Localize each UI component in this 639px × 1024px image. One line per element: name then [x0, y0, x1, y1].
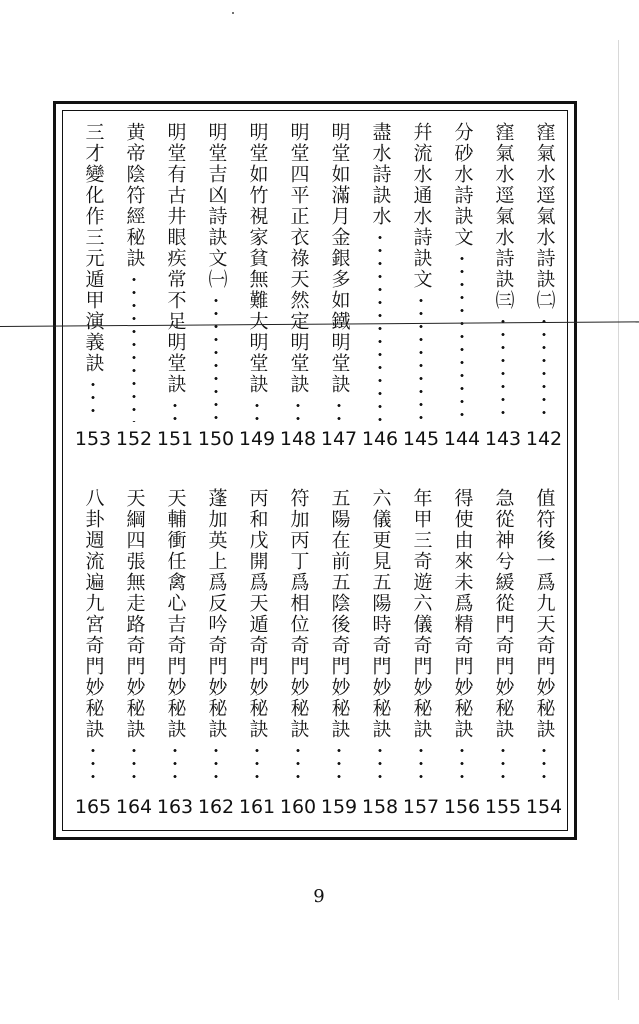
- toc-entry: [281, 488, 315, 784]
- toc-page-number: 155: [484, 796, 522, 818]
- toc-entry: [363, 122, 397, 422]
- toc-entry: [76, 122, 110, 422]
- toc-page-number: 156: [443, 796, 481, 818]
- toc-page-number: 150: [197, 428, 235, 450]
- toc-entry: [158, 122, 192, 422]
- toc-entry: [486, 488, 520, 784]
- toc-entry-title: 蓬加英上爲反吟奇門妙秘訣: [205, 488, 228, 740]
- toc-page-number: 148: [279, 428, 317, 450]
- toc-entry: [404, 122, 438, 422]
- toc-entry-title: 幷流水通水詩訣文: [410, 122, 433, 290]
- toc-entry-title: 六儀更見五陽時奇門妙秘訣: [369, 488, 392, 740]
- toc-entry-title: 明堂如竹視家貧無難大明堂訣: [246, 122, 269, 395]
- leader-dots: [378, 744, 382, 784]
- leader-dots: [460, 744, 464, 784]
- toc-entry: [404, 488, 438, 784]
- leader-dots: [337, 744, 341, 784]
- toc-entry: [199, 122, 233, 422]
- toc-entry: [527, 488, 561, 784]
- leader-dots: [132, 744, 136, 784]
- toc-entry-title: 天綱四張無走路奇門妙秘訣: [123, 488, 146, 740]
- leader-dots: [460, 252, 464, 422]
- toc-entry: [158, 488, 192, 784]
- toc-page-number: 158: [361, 796, 399, 818]
- toc-entry: [117, 488, 151, 784]
- toc-page-number: 145: [402, 428, 440, 450]
- leader-dots: [296, 744, 300, 784]
- leader-dots: [337, 399, 341, 422]
- leader-dots: [378, 231, 382, 422]
- leader-dots: [255, 399, 259, 422]
- toc-page-number: 153: [74, 428, 112, 450]
- toc-page-number: 164: [115, 796, 153, 818]
- leader-dots: [419, 744, 423, 784]
- toc-page-number: 151: [156, 428, 194, 450]
- toc-entry-title: 年甲三奇遊六儀奇門妙秘訣: [410, 488, 433, 740]
- toc-entry-title: 天輔衝任禽心吉奇門妙秘訣: [164, 488, 187, 740]
- toc-entry: [240, 488, 274, 784]
- leader-dots: [132, 273, 136, 422]
- toc-entry: [199, 488, 233, 784]
- leader-dots: [91, 378, 95, 422]
- leader-dots: [255, 744, 259, 784]
- toc-entry: [76, 488, 110, 784]
- toc-page-number: 163: [156, 796, 194, 818]
- toc-page-number: 143: [484, 428, 522, 450]
- toc-page-number: 162: [197, 796, 235, 818]
- toc-entry: [445, 122, 479, 422]
- toc-page-number: 160: [279, 796, 317, 818]
- leader-dots: [501, 744, 505, 784]
- toc-page-number: 157: [402, 796, 440, 818]
- toc-entry: [281, 122, 315, 422]
- toc-page-number: 154: [525, 796, 563, 818]
- toc-page-number: 142: [525, 428, 563, 450]
- leader-dots: [296, 399, 300, 422]
- toc-entry: [117, 122, 151, 422]
- leader-dots: [542, 315, 546, 422]
- toc-page-number: 165: [74, 796, 112, 818]
- toc-entry: [240, 122, 274, 422]
- toc-page-number: 149: [238, 428, 276, 450]
- toc-entry-title: 丙和戊開爲天遁奇門妙秘訣: [246, 488, 269, 740]
- leader-dots: [91, 744, 95, 784]
- toc-page-number: 146: [361, 428, 399, 450]
- scan-edge-line: [618, 40, 619, 1000]
- leader-dots: [214, 744, 218, 784]
- toc-entry: [363, 488, 397, 784]
- page-number: 9: [313, 886, 325, 907]
- scan-speck: [232, 12, 234, 14]
- toc-entry-title: 黄帝陰符經秘訣: [123, 122, 146, 269]
- toc-entry-title: 值符後一爲九天奇門妙秘訣: [533, 488, 556, 740]
- leader-dots: [501, 315, 505, 422]
- toc-entry-title: 三才變化作三元遁甲演義訣: [82, 122, 105, 374]
- toc-entry-title: 明堂吉凶詩訣文㈠: [205, 122, 228, 290]
- toc-page-number: 147: [320, 428, 358, 450]
- toc-entry-title: 八卦週流遍九宮奇門妙秘訣: [82, 488, 105, 740]
- toc-entry: [527, 122, 561, 422]
- leader-dots: [173, 744, 177, 784]
- toc-page-number: 152: [115, 428, 153, 450]
- toc-entry-title: 明堂有古井眼疾常不足明堂訣: [164, 122, 187, 395]
- toc-entry-title: 急從神兮緩從門奇門妙秘訣: [492, 488, 515, 740]
- toc-page-number: 161: [238, 796, 276, 818]
- toc-entry: [486, 122, 520, 422]
- toc-entry-title: 五陽在前五陰後奇門妙秘訣: [328, 488, 351, 740]
- leader-dots: [173, 399, 177, 422]
- toc-entry-title: 窪氣水逕氣水詩訣㈡: [533, 122, 556, 311]
- toc-entry-title: 得使由來未爲精奇門妙秘訣: [451, 488, 474, 740]
- leader-dots: [542, 744, 546, 784]
- toc-entry-title: 窪氣水逕氣水詩訣㈢: [492, 122, 515, 311]
- toc-entry-title: 盡水詩訣水: [369, 122, 392, 227]
- toc-entry: [445, 488, 479, 784]
- leader-dots: [214, 294, 218, 422]
- toc-entry-title: 明堂四平正衣祿天然定明堂訣: [287, 122, 310, 395]
- toc-entry-title: 分砂水詩訣文: [451, 122, 474, 248]
- toc-entry: [322, 122, 356, 422]
- toc-entry-title: 符加丙丁爲相位奇門妙秘訣: [287, 488, 310, 740]
- toc-entry-title: 明堂如滿月金銀多如鐵明堂訣: [328, 122, 351, 395]
- toc-page-number: 144: [443, 428, 481, 450]
- toc-entry: [322, 488, 356, 784]
- toc-page-number: 159: [320, 796, 358, 818]
- leader-dots: [419, 294, 423, 422]
